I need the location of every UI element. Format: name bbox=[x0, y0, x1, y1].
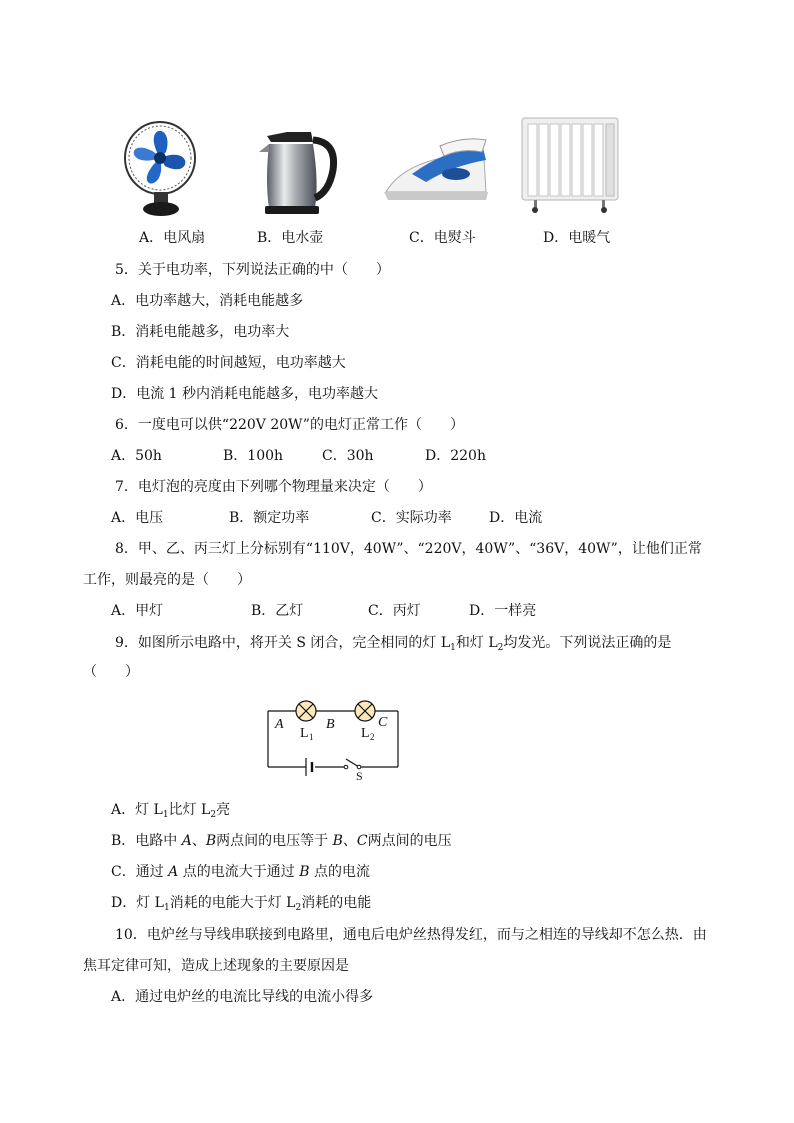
point-a-label: A bbox=[275, 717, 284, 732]
electric-iron-image bbox=[382, 134, 490, 206]
lamp-l2-sub: 2 bbox=[370, 732, 375, 742]
q5-option-d: D．电流 1 秒内消耗电能越多，电功率越大 bbox=[111, 386, 379, 402]
image-option-b bbox=[257, 229, 323, 247]
q5-option-c: C．消耗电能的时间越短，电功率越大 bbox=[111, 355, 346, 371]
option-letter: B． bbox=[257, 230, 282, 246]
option-letter: D． bbox=[543, 230, 569, 246]
q8-stem-line1: 8．甲、乙、丙三灯上分标别有“110V，40W”、“220V，40W”、“36V，40W”，让他们正常 bbox=[115, 541, 702, 557]
q9-stem: 9．如图所示电路中，将开关 S 闭合，完全相同的灯 $L_1$和灯 $L_2$均发光。下列说法正确的是 bbox=[115, 635, 672, 653]
q6-option-d: D．220h bbox=[425, 448, 486, 464]
q8-stem-line2: 工作，则最亮的是（ ） bbox=[83, 572, 251, 588]
q7-option-b: B．额定功率 bbox=[229, 510, 310, 526]
q7-option-d: D．电流 bbox=[489, 510, 543, 526]
lamp-l1-icon bbox=[296, 701, 316, 721]
q6-option-b: B．100h bbox=[223, 448, 284, 464]
electric-fan-image bbox=[120, 114, 202, 218]
q7-option-a: A．电压 bbox=[111, 510, 164, 526]
q8-option-c: C．丙灯 bbox=[368, 603, 421, 619]
switch-label: S bbox=[356, 769, 363, 782]
q10-option-a: A．通过电炉丝的电流比导线的电流小得多 bbox=[111, 989, 374, 1005]
electric-kettle-image bbox=[257, 122, 341, 218]
option-label: 电熨斗 bbox=[433, 230, 476, 246]
q5-option-b: B．消耗电能越多，电功率大 bbox=[111, 324, 290, 340]
lamp-l1-label: L bbox=[300, 726, 309, 741]
q7-option-c: C．实际功率 bbox=[371, 510, 452, 526]
point-b-label: B bbox=[326, 717, 335, 732]
q5-option-a: A．电功率越大，消耗电能越多 bbox=[111, 293, 304, 309]
image-option-d bbox=[543, 229, 610, 247]
option-label: 电暖气 bbox=[568, 230, 611, 246]
q6-stem: 6．一度电可以供“220V 20W”的电灯正常工作（ ） bbox=[115, 417, 464, 433]
q8-option-d: D．一样亮 bbox=[469, 603, 537, 619]
q6-option-c: C．30h bbox=[322, 448, 374, 464]
q6-option-a: A．50h bbox=[111, 448, 162, 464]
q8-option-b: B．乙灯 bbox=[251, 603, 304, 619]
q5-stem: 5．关于电功率，下列说法正确的中（ ） bbox=[115, 262, 390, 278]
q10-stem-line2: 焦耳定律可知，造成上述现象的主要原因是 bbox=[83, 958, 349, 974]
lamp-l2-icon bbox=[355, 701, 375, 721]
circuit-diagram bbox=[258, 696, 408, 782]
option-letter: A． bbox=[139, 230, 164, 246]
electric-heater-image bbox=[520, 116, 622, 214]
q9-answer-paren: （ ） bbox=[83, 664, 139, 680]
image-option-c bbox=[409, 229, 476, 247]
q8-option-a: A．甲灯 bbox=[111, 603, 164, 619]
lamp-l2-label: L bbox=[361, 726, 370, 741]
q7-stem: 7．电灯泡的亮度由下列哪个物理量来决定（ ） bbox=[115, 479, 432, 495]
option-label: 电水壶 bbox=[281, 230, 324, 246]
q9-option-d: D．灯 $L_1$消耗的电能大于灯 $L_2$消耗的电能 bbox=[111, 895, 372, 913]
image-option-a bbox=[139, 229, 205, 247]
q10-stem-line1: 10．电炉丝与导线串联接到电路里，通电后电炉丝热得发红，而与之相连的导线却不怎么热．由 bbox=[115, 927, 707, 943]
option-label: 电风扇 bbox=[163, 230, 206, 246]
point-c-label: C bbox=[378, 715, 388, 730]
q9-option-a: A．灯 $L_1$比灯 $L_2$亮 bbox=[111, 802, 231, 820]
lamp-l1-sub: 1 bbox=[309, 732, 314, 742]
q9-option-b: B．电路中 A、B两点间的电压等于 B、C两点间的电压 bbox=[111, 833, 452, 849]
option-letter: C． bbox=[409, 230, 434, 246]
q9-option-c: C．通过 A 点的电流大于通过 B 点的电流 bbox=[111, 864, 370, 880]
